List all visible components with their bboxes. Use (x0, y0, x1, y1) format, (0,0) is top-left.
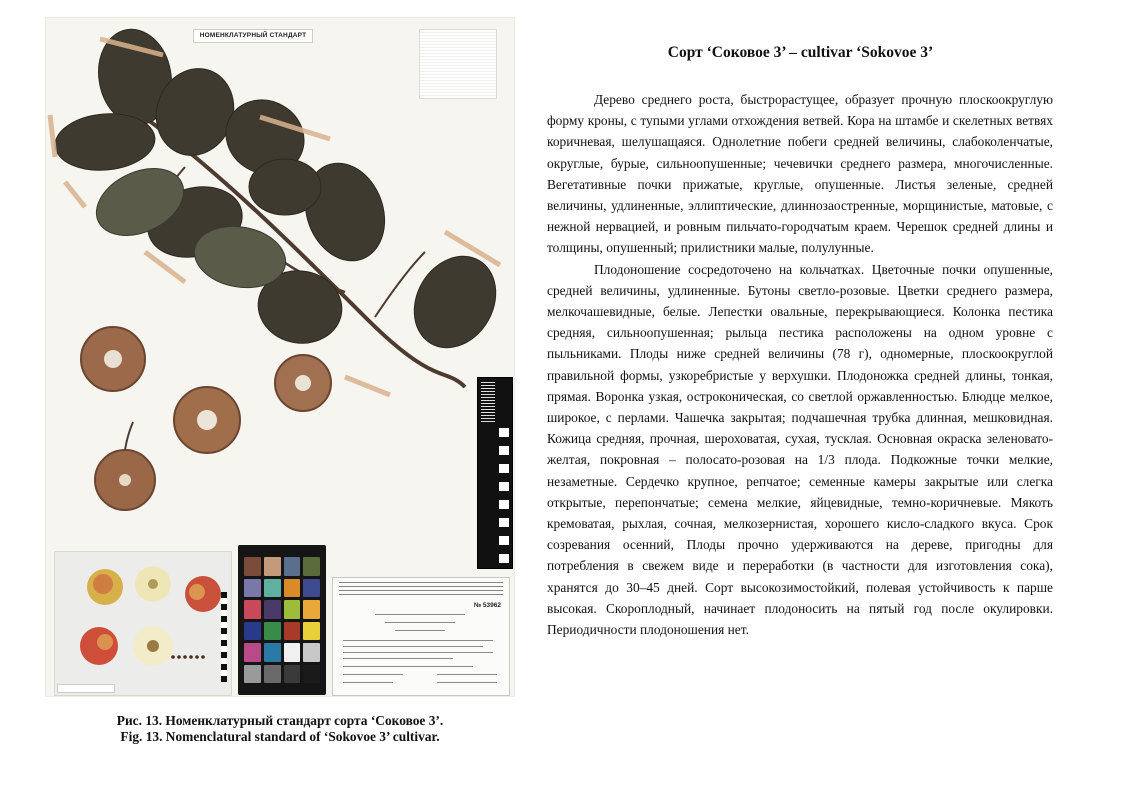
color-swatch (244, 600, 261, 619)
color-swatch (303, 665, 320, 684)
color-swatch (244, 665, 261, 684)
specimen-number: № 53962 (473, 602, 501, 609)
color-swatch (303, 579, 320, 598)
figure-caption (20, 713, 540, 745)
color-swatch (303, 643, 320, 662)
paragraph-tree-description: Дерево среднего роста, быстрорастущее, образует прочную плоскоокруглую форму кроны, с тупыми углами отхождения ветвей. Кора на штамбе и скелетных ветвях коричневая, шелушащаяся. Однолетние побеги средней величины, слабоколенчатые, округлые, бурые, сильноопушенные; чечевички среднего размера, многочисленные. Вегетативные почки прижатые, круглые, опушенные. Листья зеленые, средней величины, удлиненные, эллиптические, длиннозаостренные, морщинистые, матовые, с нежной нервацией, и ровным пильчато-городчатым краем. Черешок средней длины и толщины, опушенный; прилистники малые, полулунные. (547, 92, 1053, 256)
caption-en: Fig. 13. Nomenclatural standard of ‘Sokovoe 3’ cultivar. (120, 729, 440, 744)
color-swatch (284, 665, 301, 684)
color-calibration-card (238, 545, 326, 695)
herbarium-label (332, 577, 510, 696)
color-swatch (303, 557, 320, 576)
color-swatch (284, 643, 301, 662)
color-swatch (264, 600, 281, 619)
color-swatch (284, 600, 301, 619)
paragraph-fruiting-description: Плодоношение сосредоточено на кольчатках. Цветочные почки опушенные, средней величины, удлиненные. Бутоны светло-розовые. Цветки среднего размера, мелкочашевидные, белые. Лепестки овальные, перекрывающиеся. Колонка пестика средняя, сильноопушенная; рыльца пестика расположены на одном уровне с пыльниками. Плоды ниже средней величины (78 г), одномерные, плоскоокруглой правильной формы, узкоребристые у верхушки. Плодоножка средней длины, тонкая, прямая. Воронка узкая, остроконическая, со светлой оржавленностью. Блюдце мелкое, широкое, с перлами. Чашечка закрытая; подчашечная трубка длинная, мешковидная. Кожица средняя, прочная, шероховатая, сухая, тусклая. Основная окраска зеленовато-желтая, покровная – полосато-розовая на 1/3 плода. Подкожные точки мелкие, незаметные. Сердечко крупное, репчатое; семенные камеры закрытые или слегка открытые, перепончатые; семена мелкие, яйцевидные, темно-коричневые. Мякоть кремоватая, рыхлая, сочная, мелкозернистая, хорошего кисло-сладкого вкуса. Срок созревания осенний, Плоды прочно удерживаются на дереве, пригодны для потребления в свежем виде и переработки (в частности для изготовления сока), хранятся до 30–45 дней. Сорт высокозимостойкий, полевая устойчивость к парше высокая. Скороплодный, начинает плодоносить на пятый год после окулировки. Периодичности плодоношения нет. (547, 261, 1053, 638)
color-swatch (264, 643, 281, 662)
article-title: Сорт ‘Соковое 3’ – cultivar ‘Sokovoe 3’ (667, 44, 934, 61)
color-swatch (303, 600, 320, 619)
nomenclatural-standard-stamp: НОМЕНКЛАТУРНЫЙ СТАНДАРТ (193, 29, 313, 43)
article-body (547, 89, 1053, 640)
caption-ru: Рис. 13. Номенклатурный стандарт сорта ‘Соковое 3’. (116, 713, 444, 728)
color-swatch (264, 622, 281, 641)
color-swatch (244, 579, 261, 598)
color-swatch (303, 622, 320, 641)
color-swatch (264, 665, 281, 684)
color-swatch (284, 622, 301, 641)
color-swatch (264, 579, 281, 598)
color-swatch (284, 579, 301, 598)
scale-ruler (477, 377, 513, 569)
color-swatch (244, 622, 261, 641)
color-swatch (264, 557, 281, 576)
herbarium-sheet-image (45, 17, 515, 697)
color-swatch (244, 643, 261, 662)
color-swatch (284, 557, 301, 576)
color-swatch (244, 557, 261, 576)
fruit-photo (54, 551, 232, 696)
